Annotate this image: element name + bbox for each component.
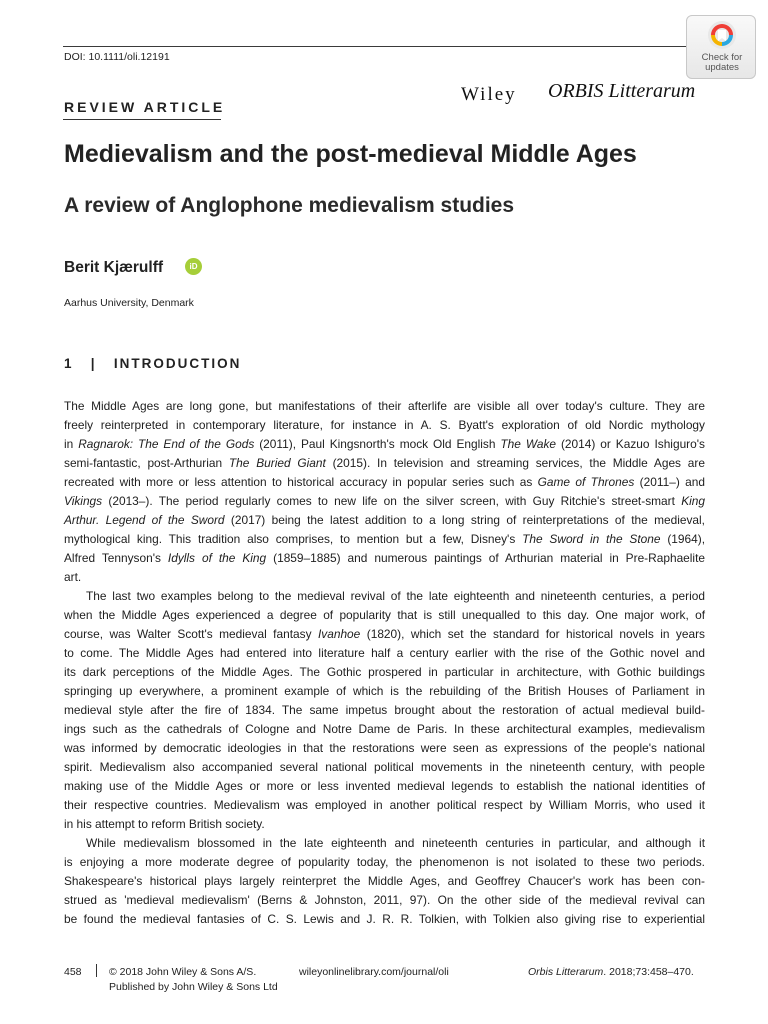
text-segment: springing up everywhere, a prominent example of which is the rebuilding of the British Houses of Parliament in bbox=[64, 684, 705, 698]
article-type-underline bbox=[63, 119, 221, 120]
text-segment: (2011–) and bbox=[634, 475, 705, 489]
text-segment: The last two examples belong to the medieval revival of the late eighteenth and nineteenth centuries, a period bbox=[86, 589, 705, 603]
italic-title: Ragnarok: The End of the Gods bbox=[78, 437, 255, 451]
section-number: 1 bbox=[64, 356, 74, 371]
text-segment: medieval style after the fire of 1834. The same impetus brought about the restoration of actual medieval build- bbox=[64, 703, 705, 717]
text-segment: semi-fantastic, post-Arthurian bbox=[64, 456, 229, 470]
body-line bbox=[64, 568, 705, 587]
text-segment: in bbox=[64, 437, 79, 451]
body-line bbox=[64, 492, 705, 511]
body-line bbox=[64, 910, 705, 929]
italic-title: Vikings bbox=[64, 494, 103, 508]
text-segment: (2011), Paul Kingsnorth's mock Old English bbox=[254, 437, 501, 451]
italic-title: King bbox=[681, 494, 705, 508]
body-line bbox=[64, 682, 705, 701]
article-type-label: REVIEW ARTICLE bbox=[64, 99, 226, 115]
text-segment: (2014) or Kazuo Ishiguro's bbox=[556, 437, 705, 451]
text-segment: be found the medieval fantasies of C. S. Lewis and J. R. R. Tolkien, with Tolkien also giving rise to experiential bbox=[64, 912, 705, 926]
body-line bbox=[64, 397, 705, 416]
section-title: INTRODUCTION bbox=[113, 356, 242, 371]
text-segment: Alfred Tennyson's bbox=[64, 551, 168, 565]
italic-title: The Buried Giant bbox=[228, 456, 326, 470]
italic-title: Ivanhoe bbox=[317, 627, 361, 641]
body-line bbox=[64, 663, 705, 682]
text-segment: freely reinterpreted in contemporary literature, for instance in A. S. Byatt's exploration of old Nordic mythology bbox=[64, 418, 705, 432]
body-line bbox=[64, 758, 705, 777]
text-segment: (1820), which set the standard for historical novels in years bbox=[360, 627, 705, 641]
text-segment: strued as 'medieval medievalism' (Berns & Johnston, 2011, 97). On the other side of the medieval revival can bbox=[64, 893, 705, 907]
text-segment: was informed by democratic ideologies in that the restorations were seen as expressions of the people's national bbox=[64, 741, 705, 755]
body-line bbox=[64, 435, 705, 454]
orcid-icon[interactable]: iD bbox=[185, 258, 202, 275]
journal-name: Orbis Litterarum bbox=[528, 966, 604, 978]
text-segment: spirit. Medievalism also accompanied several national political movements in the nineteenth century, with people bbox=[64, 760, 705, 774]
body-line bbox=[64, 606, 705, 625]
section-heading bbox=[64, 356, 241, 371]
text-segment: when the Middle Ages experienced a degree of popularity that is still unequalled to this day. One major work, of bbox=[64, 608, 705, 622]
copyright-notice: © 2018 John Wiley & Sons A/S. bbox=[109, 966, 257, 978]
crossmark-icon bbox=[707, 20, 737, 50]
text-segment: recreated with more or less attention to historical accuracy in popular series such as bbox=[64, 475, 538, 489]
body-line bbox=[64, 720, 705, 739]
journal-logo: ORBIS Litterarum bbox=[548, 80, 696, 102]
text-segment: their respective countries. Medievalism was employed in another political respect by William Morris, who used it bbox=[64, 798, 705, 812]
text-segment: (1859–1885) and numerous paintings of Arthurian material in Pre-Raphaelite bbox=[266, 551, 705, 565]
body-line bbox=[64, 473, 705, 492]
header-rule bbox=[63, 46, 705, 47]
body-line bbox=[64, 739, 705, 758]
body-line bbox=[64, 625, 705, 644]
wiley-logo: Wiley bbox=[461, 84, 517, 105]
article-subtitle: A review of Anglophone medievalism studies bbox=[64, 194, 515, 217]
text-segment: While medievalism blossomed in the late eighteenth and nineteenth centuries in particular, and although it bbox=[86, 836, 705, 850]
body-line bbox=[64, 644, 705, 663]
body-line bbox=[64, 511, 705, 530]
text-segment: making use of the Middle Ages or more or less invented medieval legends to establish the national identities of bbox=[64, 779, 705, 793]
text-segment: to come. The Middle Ages had entered into literature half a century earlier with the rise of the Gothic novel and bbox=[64, 646, 705, 660]
body-line bbox=[64, 777, 705, 796]
body-line bbox=[64, 530, 705, 549]
italic-title: Game of Thrones bbox=[537, 475, 635, 489]
body-line bbox=[64, 796, 705, 815]
text-segment: its dark perceptions of the Middle Ages. The Gothic prospered in particular in architecture, with Gothic buildings bbox=[64, 665, 705, 679]
journal-citation bbox=[528, 966, 694, 978]
italic-title: The Wake bbox=[500, 437, 557, 451]
author-affiliation: Aarhus University, Denmark bbox=[64, 297, 194, 309]
check-for-updates-label: Check for updates bbox=[701, 52, 743, 73]
page-number: 458 bbox=[64, 966, 82, 978]
body-line bbox=[64, 454, 705, 473]
text-segment: art. bbox=[64, 570, 82, 584]
article-title: Medievalism and the post-medieval Middle Ages bbox=[64, 140, 637, 168]
text-segment: course, was Walter Scott's medieval fantasy bbox=[64, 627, 318, 641]
section-separator: | bbox=[90, 356, 97, 371]
italic-title: Idylls of the King bbox=[167, 551, 267, 565]
italic-title: The Sword in the Stone bbox=[522, 532, 661, 546]
footer-rule bbox=[96, 964, 97, 977]
text-segment: (2015). In television and streaming services, the Middle Ages are bbox=[325, 456, 705, 470]
italic-title: Arthur. Legend of the Sword bbox=[64, 513, 225, 527]
text-segment: (2013–). The period regularly comes to new life on the silver screen, with Guy Ritchie's street-smart bbox=[102, 494, 682, 508]
text-segment: mythological king. This tradition also comprises, to mention but a few, Disney's bbox=[64, 532, 523, 546]
check-for-updates-button[interactable] bbox=[686, 15, 756, 79]
citation-details: . 2018;73:458–470. bbox=[603, 966, 694, 978]
text-segment: (1964), bbox=[660, 532, 706, 546]
text-segment: Shakespeare's historical plays largely reinterpret the Middle Ages, and Geoffrey Chaucer's work has been con- bbox=[64, 874, 705, 888]
text-segment: is enjoying a more moderate degree of popularity today, the phenomenon is not isolated to these two periods. bbox=[64, 855, 705, 869]
journal-url-link[interactable]: wileyonlinelibrary.com/journal/oli bbox=[299, 966, 449, 978]
doi-link[interactable]: DOI: 10.1111/oli.12191 bbox=[64, 51, 170, 63]
body-line bbox=[64, 701, 705, 720]
body-line bbox=[86, 834, 705, 853]
body-line bbox=[64, 549, 705, 568]
text-segment: in his attempt to reform British society. bbox=[64, 817, 265, 831]
body-line bbox=[64, 891, 705, 910]
body-line bbox=[86, 587, 705, 606]
text-segment: The Middle Ages are long gone, but manifestations of their afterlife are visible all over today's culture. They are bbox=[64, 399, 705, 413]
body-line bbox=[64, 853, 705, 872]
author-name: Berit Kjærulff bbox=[64, 259, 164, 276]
body-line bbox=[64, 815, 705, 834]
publisher-notice: Published by John Wiley & Sons Ltd bbox=[109, 981, 278, 993]
text-segment: (2017) being the latest addition to a long string of reinterpretations of the medieval, bbox=[224, 513, 705, 527]
text-segment: ings such as the cathedrals of Cologne and Notre Dame de Paris. In these architectural examples, medievalism bbox=[64, 722, 705, 736]
body-line bbox=[64, 416, 705, 435]
body-line bbox=[64, 872, 705, 891]
